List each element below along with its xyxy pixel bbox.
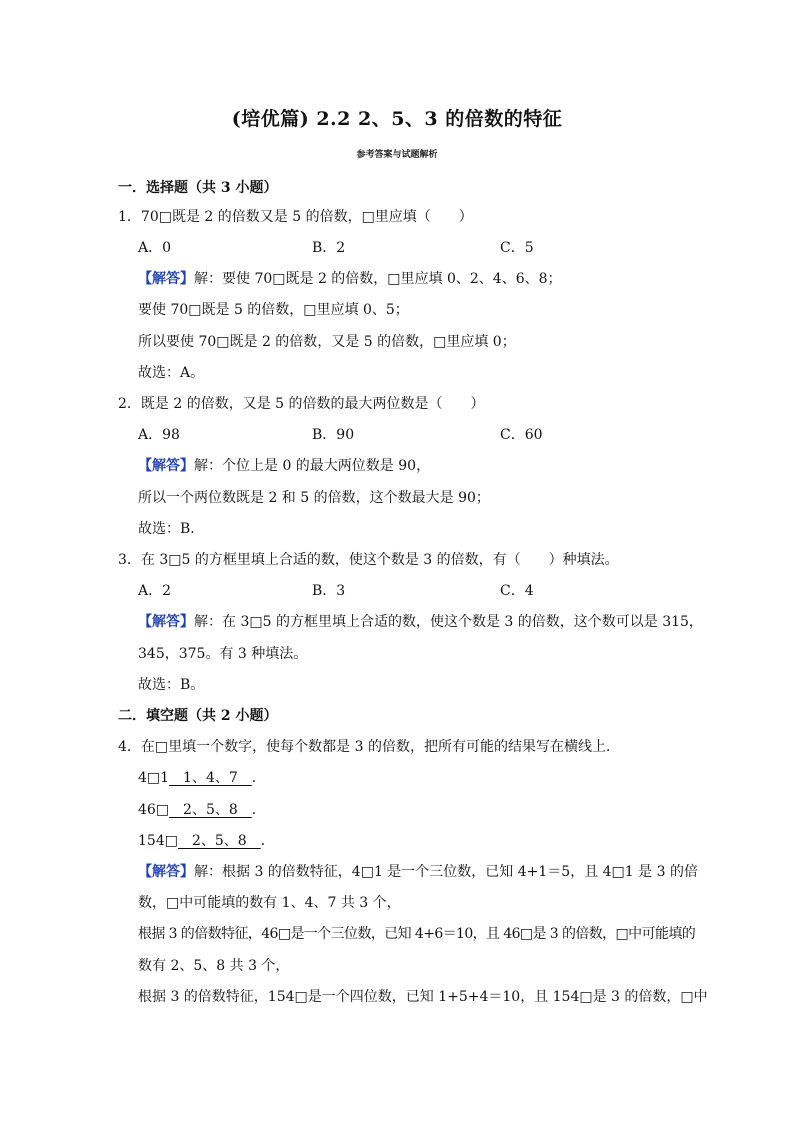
question-4-answer-line [138, 862, 698, 882]
blank-line [138, 800, 266, 820]
section-heading-choice: 一．选择题（共 3 小题） [118, 180, 278, 196]
option-a: A．2 [138, 583, 172, 599]
section-heading-fill: 二．填空题（共 2 小题） [118, 708, 278, 724]
blank-suffix: ． [260, 833, 275, 849]
question-3-answer-line [138, 612, 703, 632]
answer-text: 故选：B。 [138, 677, 205, 693]
answer-text: 所以一个两位数既是 2 和 5 的倍数，这个数最大是 90； [138, 490, 490, 506]
question-3-options [138, 581, 534, 601]
option-b: B．90 [312, 427, 355, 443]
answer-tag: 【解答】 [138, 864, 194, 880]
blank-fill: 1、4、7 [169, 770, 252, 786]
blank-prefix: 46□ [138, 802, 170, 818]
question-1-answer-line [138, 269, 562, 289]
answer-tag: 【解答】 [138, 614, 194, 630]
option-b: B．3 [312, 583, 346, 599]
question-1-options [138, 238, 534, 258]
answer-text: 根据 3 的倍数特征，154□是一个四位数，已知 1+5+4＝10，且 154□是 3 的倍数，□中 [138, 989, 708, 1005]
question-3-stem: 3．在 3□5 的方框里填上合适的数，使这个数是 3 的倍数，有（ ）种填法。 [118, 552, 619, 568]
question-2-options [138, 425, 543, 445]
answer-tag: 【解答】 [138, 458, 194, 474]
answer-text: 解：个位上是 0 的最大两位数是 90， [194, 458, 431, 474]
blank-fill: 2、5、8 [169, 802, 252, 818]
answer-tag: 【解答】 [138, 271, 194, 287]
blank-prefix: 4□1 [138, 770, 170, 786]
blank-line [138, 831, 275, 851]
page-subtitle: 参考答案与试题解析 [356, 150, 438, 160]
option-a: A．98 [138, 427, 180, 443]
option-b: B．2 [312, 240, 346, 256]
page-title: (培优篇) 2.2 2、5、3 的倍数的特征 [231, 108, 563, 130]
option-c: C．60 [500, 427, 543, 443]
blank-line [138, 768, 266, 788]
answer-text: 345，375。有 3 种填法。 [138, 646, 308, 662]
answer-text: 解：在 3□5 的方框里填上合适的数，使这个数是 3 的倍数，这个数可以是 315， [194, 614, 703, 630]
blank-prefix: 154□ [138, 833, 178, 849]
question-2-stem: 2．既是 2 的倍数，又是 5 的倍数的最大两位数是（ ） [118, 396, 485, 412]
answer-text: 解：根据 3 的倍数特征，4□1 是一个三位数，已知 4+1＝5，且 4□1 是 3 的倍 [194, 864, 698, 880]
question-2-answer-line [138, 456, 430, 476]
answer-text: 数有 2、5、8 共 3 个， [138, 958, 290, 974]
answer-text: 解：要使 70□既是 2 的倍数，□里应填 0、2、4、6、8； [194, 271, 562, 287]
blank-suffix: ． [251, 770, 266, 786]
answer-text: 要使 70□既是 5 的倍数，□里应填 0、5； [138, 302, 409, 318]
option-c: C．4 [500, 583, 534, 599]
option-c: C．5 [500, 240, 534, 256]
answer-text: 故选：B． [138, 521, 205, 537]
answer-text: 数，□中可能填的数有 1、4、7 共 3 个， [138, 895, 401, 911]
blank-fill: 2、5、8 [177, 833, 261, 849]
option-a: A．0 [138, 240, 172, 256]
answer-text: 所以要使 70□既是 2 的倍数，又是 5 的倍数，□里应填 0； [138, 334, 516, 350]
blank-suffix: ． [251, 802, 266, 818]
answer-text: 故选：A。 [138, 365, 205, 381]
question-4-stem: 4．在□里填一个数字，使每个数都是 3 的倍数，把所有可能的结果写在横线上． [118, 739, 620, 755]
question-1-stem: 1．70□既是 2 的倍数又是 5 的倍数，□里应填（ ） [118, 209, 473, 225]
answer-text: 根据 3 的倍数特征，46□是一个三位数，已知 4+6＝10，且 46□是 3 的倍数，□中可能填的 [138, 926, 696, 942]
